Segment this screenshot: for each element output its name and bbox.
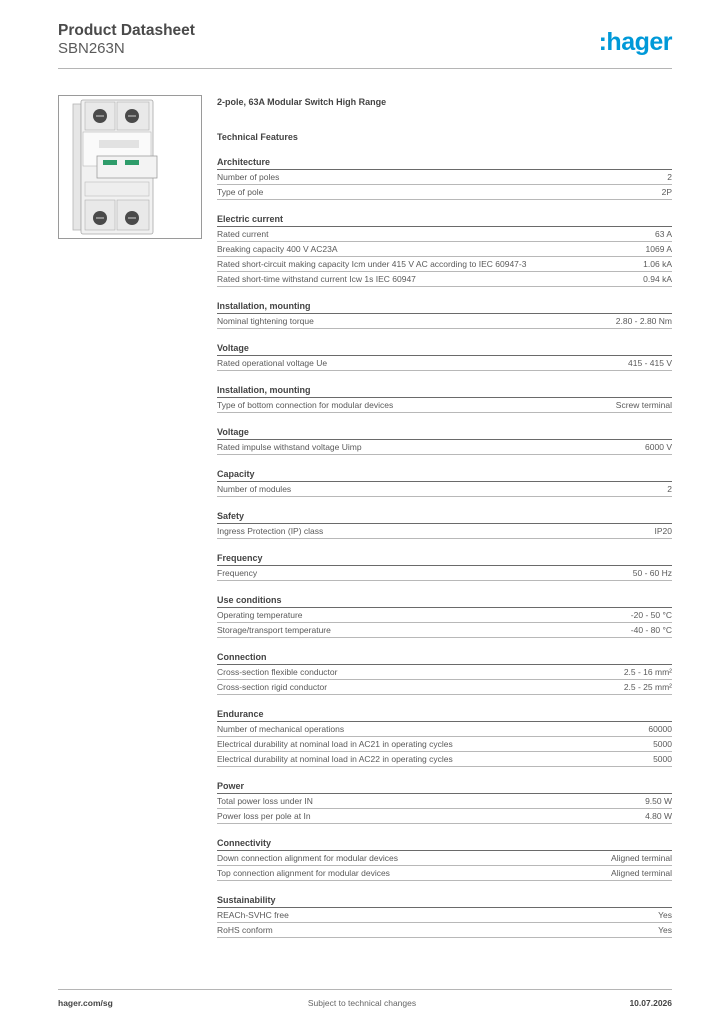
spec-row	[217, 524, 672, 539]
section-title: Safety	[217, 511, 672, 524]
spec-label: Breaking capacity 400 V AC23A	[217, 244, 338, 254]
spec-value: 2.80 - 2.80 Nm	[615, 316, 672, 326]
spec-row	[217, 680, 672, 695]
spec-label: Frequency	[217, 568, 258, 578]
section-title: Use conditions	[217, 595, 672, 608]
spec-value: 63 A	[654, 229, 672, 239]
spec-value: 2	[667, 172, 672, 182]
section-title: Electric current	[217, 214, 672, 227]
spec-value: 1069 A	[645, 244, 672, 254]
spec-row	[217, 608, 672, 623]
spec-sections	[217, 157, 672, 938]
spec-row	[217, 566, 672, 581]
spec-row	[217, 851, 672, 866]
spec-label: Power loss per pole at In	[217, 811, 311, 821]
spec-label: Number of modules	[217, 484, 292, 494]
spec-row	[217, 356, 672, 371]
page-title: Product Datasheet	[58, 22, 195, 39]
spec-label: Number of mechanical operations	[217, 724, 345, 734]
spec-value: 0.94 kA	[643, 274, 672, 284]
spec-row	[217, 809, 672, 824]
spec-value: Yes	[658, 925, 672, 935]
spec-value: 2.5 - 16 mm²	[623, 667, 672, 677]
product-image	[58, 95, 202, 239]
spec-row	[217, 908, 672, 923]
spec-label: Operating temperature	[217, 610, 303, 620]
spec-label: Rated short-time withstand current Icw 1s IEC 60947	[217, 274, 416, 284]
spec-section	[217, 553, 672, 581]
spec-label: Electrical durability at nominal load in AC21 in operating cycles	[217, 739, 453, 749]
spec-section	[217, 652, 672, 695]
product-description: 2-pole, 63A Modular Switch High Range	[217, 97, 387, 107]
section-title: Installation, mounting	[217, 385, 672, 398]
spec-label: REACh-SVHC free	[217, 910, 289, 920]
footer-date: 10.07.2026	[629, 998, 672, 1008]
spec-row	[217, 866, 672, 881]
hager-logo: :hager	[598, 28, 672, 56]
spec-label: Rated current	[217, 229, 269, 239]
spec-row	[217, 314, 672, 329]
spec-section	[217, 709, 672, 767]
page-header	[58, 22, 195, 58]
spec-row	[217, 623, 672, 638]
spec-row	[217, 242, 672, 257]
spec-row	[217, 440, 672, 455]
footer-divider	[58, 989, 672, 990]
spec-row	[217, 737, 672, 752]
footer-notice: Subject to technical changes	[307, 998, 417, 1008]
spec-row	[217, 398, 672, 413]
spec-value: IP20	[654, 526, 672, 536]
spec-value: 415 - 415 V	[628, 358, 672, 368]
spec-label: Type of pole	[217, 187, 264, 197]
spec-row	[217, 482, 672, 497]
spec-section	[217, 511, 672, 539]
spec-row	[217, 257, 672, 272]
spec-label: Total power loss under IN	[217, 796, 313, 806]
spec-value: 2P	[661, 187, 672, 197]
spec-row	[217, 794, 672, 809]
spec-value: -20 - 50 °C	[630, 610, 672, 620]
spec-value: 2	[667, 484, 672, 494]
spec-value: 4.80 W	[645, 811, 672, 821]
section-title: Power	[217, 781, 672, 794]
spec-section	[217, 385, 672, 413]
spec-section	[217, 157, 672, 200]
spec-value: Screw terminal	[615, 400, 672, 410]
spec-label: Storage/transport temperature	[217, 625, 331, 635]
spec-value: 60000	[648, 724, 672, 734]
spec-value: 1.06 kA	[643, 259, 672, 269]
section-title: Endurance	[217, 709, 672, 722]
datasheet-content	[217, 96, 672, 938]
section-title: Architecture	[217, 157, 672, 170]
section-title: Voltage	[217, 343, 672, 356]
spec-label: Top connection alignment for modular devices	[217, 868, 390, 878]
spec-label: Rated impulse withstand voltage Uimp	[217, 442, 362, 452]
spec-value: 6000 V	[645, 442, 672, 452]
spec-value: Yes	[658, 910, 672, 920]
section-title: Sustainability	[217, 895, 672, 908]
section-title: Capacity	[217, 469, 672, 482]
footer-website: hager.com/sg	[58, 998, 113, 1008]
spec-value: Aligned terminal	[611, 868, 672, 878]
spec-value: -40 - 80 °C	[630, 625, 672, 635]
spec-label: Number of poles	[217, 172, 280, 182]
spec-section	[217, 427, 672, 455]
spec-value: Aligned terminal	[611, 853, 672, 863]
spec-label: Rated operational voltage Ue	[217, 358, 328, 368]
spec-value: 50 - 60 Hz	[632, 568, 672, 578]
spec-row	[217, 185, 672, 200]
spec-section	[217, 343, 672, 371]
spec-value: 2.5 - 25 mm²	[623, 682, 672, 692]
spec-row	[217, 170, 672, 185]
spec-row	[217, 722, 672, 737]
technical-features-heading: Technical Features	[217, 132, 298, 142]
spec-value: 5000	[653, 739, 672, 749]
spec-label: Down connection alignment for modular devices	[217, 853, 398, 863]
section-title: Installation, mounting	[217, 301, 672, 314]
spec-label: Electrical durability at nominal load in AC22 in operating cycles	[217, 754, 453, 764]
section-title: Frequency	[217, 553, 672, 566]
spec-row	[217, 272, 672, 287]
spec-row	[217, 227, 672, 242]
spec-label: RoHS conform	[217, 925, 273, 935]
spec-label: Type of bottom connection for modular devices	[217, 400, 394, 410]
section-title: Connectivity	[217, 838, 672, 851]
spec-value: 5000	[653, 754, 672, 764]
spec-section	[217, 469, 672, 497]
spec-label: Cross-section rigid conductor	[217, 682, 328, 692]
spec-section	[217, 838, 672, 881]
spec-label: Nominal tightening torque	[217, 316, 314, 326]
spec-label: Rated short-circuit making capacity Icm under 415 V AC according to IEC 60947-3	[217, 259, 527, 269]
spec-section	[217, 781, 672, 824]
product-reference: SBN263N	[58, 40, 125, 57]
spec-row	[217, 923, 672, 938]
spec-row	[217, 752, 672, 767]
spec-row	[217, 665, 672, 680]
section-title: Connection	[217, 652, 672, 665]
spec-section	[217, 595, 672, 638]
section-title: Voltage	[217, 427, 672, 440]
header-divider	[58, 68, 672, 69]
spec-label: Ingress Protection (IP) class	[217, 526, 324, 536]
spec-label: Cross-section flexible conductor	[217, 667, 338, 677]
spec-section	[217, 301, 672, 329]
spec-value: 9.50 W	[645, 796, 672, 806]
spec-section	[217, 895, 672, 938]
spec-section	[217, 214, 672, 287]
modular-switch-illustration	[59, 96, 201, 238]
